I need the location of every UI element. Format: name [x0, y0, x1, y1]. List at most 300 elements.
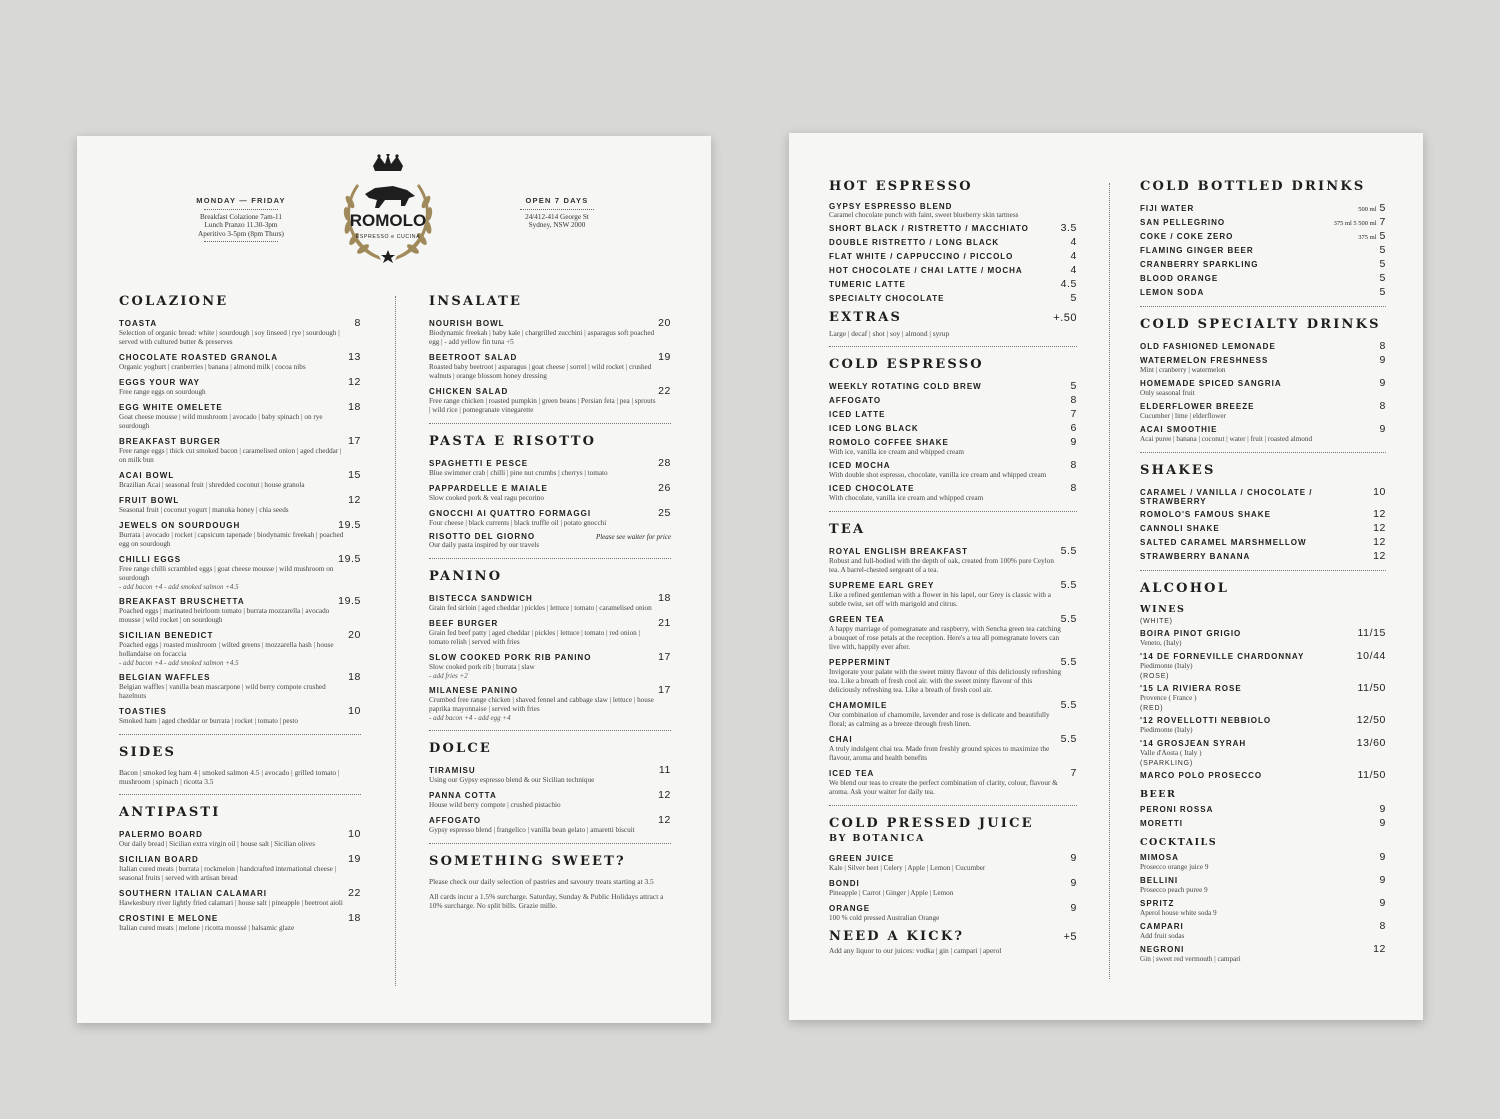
menu-item: [829, 236, 1077, 248]
menu-item-addon: - add bacon +4 - add smoked salmon +4.5: [119, 583, 239, 591]
menu-item-price: [1373, 550, 1386, 562]
menu-item-price-value: 9: [1379, 354, 1386, 366]
menu-item-name: BOIRA PINOT GRIGIO: [1140, 629, 1242, 638]
extras-text: Large | decaf | shot | soy | almond | syrup: [829, 329, 950, 338]
menu-item-row: [429, 457, 671, 469]
menu-item: [1140, 737, 1386, 758]
menu-item-name: COKE / COKE ZERO: [1140, 232, 1234, 241]
menu-item-price: [348, 469, 361, 481]
menu-item-price-value: 9: [1379, 817, 1386, 829]
menu-item-name: SLOW COOKED PORK RIB PANINO: [429, 653, 592, 662]
menu-item-row: [1140, 943, 1386, 955]
menu-item-price-value: 9: [1070, 852, 1077, 864]
menu-item-price: [658, 385, 671, 397]
section-divider: [1140, 570, 1386, 571]
menu-item-row: [119, 376, 361, 388]
menu-item-row: [829, 656, 1077, 668]
section-title-juice: COLD PRESSED JUICE: [829, 816, 1034, 831]
menu-item-name: CHOCOLATE ROASTED GRANOLA: [119, 353, 279, 362]
menu-item-price: [1071, 482, 1077, 494]
logo-wordmark: ROMOLO: [349, 211, 427, 230]
menu-item-row: [119, 519, 361, 531]
menu-item-price-value: 12: [658, 789, 671, 801]
open-block: [497, 197, 617, 230]
menu-item-row: [1140, 286, 1386, 298]
menu-item-price: [1071, 422, 1077, 434]
menu-item-price: [658, 814, 671, 826]
cocktails-title: COCKTAILS: [1140, 837, 1218, 848]
section-title-dolce: DOLCE: [429, 741, 492, 756]
menu-item-price: [1061, 579, 1077, 591]
menu-item: [429, 351, 671, 381]
menu-item: [429, 507, 671, 528]
menu-item-name: TIRAMISU: [429, 766, 476, 775]
menu-item-price-value: 12/50: [1356, 714, 1386, 726]
menu-item-name: GREEN TEA: [829, 615, 885, 624]
menu-item-price-value: 4: [1070, 236, 1077, 248]
menu-item: [1140, 851, 1386, 872]
menu-item: [829, 656, 1077, 695]
menu-item-name: EGG WHITE OMELETE: [119, 403, 223, 412]
section-title-antipasti: ANTIPASTI: [119, 805, 221, 820]
hours-line: Lunch Pranzo 11.30-3pm: [204, 221, 278, 230]
menu-item-description: With double shot espresso, chocolate, vanilla ice cream and whipped cream: [829, 471, 1047, 479]
hot-espresso-list: [829, 202, 1077, 304]
menu-item-price-value: 9: [1379, 897, 1386, 909]
beer-list: [1140, 803, 1386, 829]
menu-item-price-value: 3.5: [1060, 222, 1077, 234]
menu-item-price-value: 5: [1379, 202, 1386, 214]
menu-item-name: SICILIAN BOARD: [119, 855, 199, 864]
menu-item: [1140, 627, 1386, 648]
menu-item-price-value: 11/50: [1357, 769, 1386, 781]
menu-item-name: MILANESE PANINO: [429, 686, 519, 695]
menu-item-row: [829, 292, 1077, 304]
menu-item-description: Like a refined gentleman with a flower in his lapel, our Grey is classic with a subtle twist, set off with marigold and citrus.: [829, 591, 1051, 608]
menu-item-row: [119, 629, 361, 641]
menu-item-price-value: 9: [1379, 851, 1386, 863]
menu-item-row: [829, 877, 1077, 889]
section-title-alcohol: ALCOHOL: [1140, 581, 1230, 596]
menu-item-price: [1071, 236, 1077, 248]
menu-item: [829, 408, 1077, 420]
menu-item: [1140, 550, 1386, 562]
menu-item: [829, 222, 1077, 234]
menu-item-price-value: 11/50: [1357, 682, 1386, 694]
menu-item-price: [658, 317, 671, 329]
menu-item-price-value: 8: [1070, 394, 1077, 406]
menu-item-row: [829, 422, 1077, 434]
cocktail-list: [1140, 851, 1386, 964]
menu-item-price-value: 8: [1379, 340, 1386, 352]
menu-item: [429, 684, 671, 722]
menu-item: [1140, 650, 1386, 671]
menu-item-description: Grain fed beef patty | aged cheddar | pickles | lettuce | tomato | red onion | tomato relish | served with fries: [429, 629, 641, 646]
menu-item-name: FLAT WHITE / CAPPUCCINO / PICCOLO: [829, 252, 1014, 261]
menu-item-name: PANNA COTTA: [429, 791, 497, 800]
menu-item-name: BEETROOT SALAD: [429, 353, 518, 362]
menu-item-price-value: 19.5: [338, 553, 361, 565]
menu-item-price: [1380, 920, 1386, 932]
menu-item-price-value: 4: [1070, 250, 1077, 262]
menu-item-row: [429, 351, 671, 363]
menu-item: [829, 264, 1077, 276]
menu-item-row: [119, 595, 361, 607]
menu-item-price: [658, 684, 671, 696]
menu-item-name: ICED LATTE: [829, 410, 886, 419]
menu-item-name: CHAI: [829, 735, 853, 744]
pasta-list: [429, 457, 671, 550]
menu-item: [1140, 874, 1386, 895]
section-divider: [829, 511, 1077, 512]
menu-item-addon: - add bacon +4 - add smoked salmon +4.5: [119, 659, 239, 667]
menu-item-row: [119, 317, 361, 329]
juice-list: [829, 852, 1077, 923]
menu-item-name: CANNOLI SHAKE: [1140, 524, 1220, 533]
menu-item-name: MARCO POLO PROSECCO: [1140, 771, 1263, 780]
menu-item-price-value: 25: [658, 507, 671, 519]
menu-item: [1140, 377, 1386, 398]
menu-item-name: DOUBLE RISTRETTO / LONG BLACK: [829, 238, 1000, 247]
menu-item-name: ORANGE: [829, 904, 871, 913]
menu-item: [119, 553, 361, 591]
wines-title: WINES: [1140, 604, 1186, 615]
menu-item-name: FRUIT BOWL: [119, 496, 180, 505]
open-title: OPEN 7 DAYS: [525, 196, 589, 205]
menu-item-row: [829, 852, 1077, 864]
menu-item-price-value: 26: [658, 482, 671, 494]
menu-item-price: [1380, 258, 1386, 270]
menu-item-price-value: 19.5: [338, 595, 361, 607]
menu-item-price: [658, 789, 671, 801]
menu-item: [829, 902, 1077, 923]
menu-item-row: [1140, 550, 1386, 562]
romolo-logo: [335, 154, 441, 272]
menu-item-name: OLD FASHIONED LEMONADE: [1140, 342, 1276, 351]
menu-item-row: [1140, 216, 1386, 228]
menu-item: [119, 494, 361, 515]
menu-item-price: [1358, 627, 1387, 639]
menu-item-price: [1373, 536, 1386, 548]
menu-item-description: Selection of organic bread: white | sourdough | soy linseed | rye | sourdough | served with cultured butter & preserves: [119, 329, 340, 346]
section-title-insalate: INSALATE: [429, 294, 523, 309]
menu-item-row: [829, 222, 1077, 234]
menu-item-name: ACAI BOWL: [119, 471, 175, 480]
menu-item-row: [429, 789, 671, 801]
red-wine-list: [1140, 714, 1386, 758]
menu-item-price-value: 5.5: [1060, 545, 1077, 557]
menu-item-name: ROMOLO'S FAMOUS SHAKE: [1140, 510, 1271, 519]
menu-item-price-value: 5.5: [1060, 733, 1077, 745]
menu-item-price-value: 11/15: [1357, 627, 1386, 639]
menu-item-name: WEEKLY ROTATING COLD BREW: [829, 382, 982, 391]
menu-item-price: [1071, 408, 1077, 420]
menu-item-row: [1140, 803, 1386, 815]
menu-item-description: Free range chicken | roasted pumpkin | green beans | Persian feta | pea | sprouts | wild rice | pomegranate vinegarette: [429, 397, 656, 414]
menu-item-volume: 375 ml 5 500 ml: [1333, 220, 1377, 227]
menu-item-name: RISOTTO DEL GIORNO: [429, 532, 536, 541]
menu-item: [1140, 258, 1386, 270]
menu-item-name: SPECIALTY CHOCOLATE: [829, 294, 945, 303]
menu-item-price-value: 12: [1373, 522, 1386, 534]
menu-item-price: [1373, 522, 1386, 534]
section-divider: [429, 843, 671, 844]
menu-item-price: [1380, 377, 1386, 389]
menu-item-name: BLOOD ORANGE: [1140, 274, 1219, 283]
menu-item-description: Roasted baby beetroot | asparagus | goat cheese | sorrel | wild rocket | crushed walnuts | orange blossom honey dressing: [429, 363, 652, 380]
hours-block: [181, 197, 301, 245]
menu-item-price-value: 20: [348, 629, 361, 641]
menu-item-row: [1140, 536, 1386, 548]
menu-item-row: [119, 912, 361, 924]
menu-item-price: [1380, 874, 1386, 886]
menu-item-price-value: 4: [1070, 264, 1077, 276]
menu-item-price-value: 5: [1379, 258, 1386, 270]
menu-item: [429, 532, 671, 550]
menu-item-name: BREAKFAST BURGER: [119, 437, 221, 446]
menu-item-row: [829, 236, 1077, 248]
menu-item-name: EGGS YOUR WAY: [119, 378, 201, 387]
menu-item-price-value: 10/44: [1356, 650, 1386, 662]
menu-item-description: Piedimonte (Italy): [1140, 662, 1193, 670]
kick-price: +5: [1063, 931, 1077, 943]
menu-item-row: [1140, 423, 1386, 435]
menu-item-name: MIMOSA: [1140, 853, 1179, 862]
menu-item-description: Aperol house white soda 9: [1140, 909, 1217, 917]
menu-item-name: ROYAL ENGLISH BREAKFAST: [829, 547, 969, 556]
menu-item-description: A truly indulgent chai tea. Made from freshly ground spices to maximize the flavour, aroma and health benefits: [829, 745, 1050, 762]
menu-item-price-value: 5: [1070, 380, 1077, 392]
menu-item-name: TOASTIES: [119, 707, 167, 716]
menu-item-price-value: 7: [1070, 767, 1077, 779]
menu-item-price: [1061, 278, 1077, 290]
section-title-colazione: COLAZIONE: [119, 294, 229, 309]
menu-item-name: TUMERIC LATTE: [829, 280, 906, 289]
menu-item-price: [1071, 250, 1077, 262]
menu-item-price-value: 10: [348, 705, 361, 717]
menu-item-description: Cucumber | lime | elderflower: [1140, 412, 1226, 420]
menu-item-row: [429, 507, 671, 519]
menu-item-description: Hawkesbury river lightly fried calamari | house salt | pineapple | beetroot aioli: [119, 899, 343, 907]
menu-item: [829, 579, 1077, 609]
menu-item-price-value: 5.5: [1060, 656, 1077, 668]
menu-item-description: Free range eggs on sourdough: [119, 388, 206, 396]
menu-item: [1140, 216, 1386, 228]
menu-item-description: Acai puree | banana | coconut | water | fruit | roasted almond: [1140, 435, 1313, 443]
white-tag: (WHITE): [1140, 618, 1173, 625]
menu-item-name: BELGIAN WAFFLES: [119, 673, 211, 682]
menu-item-name: ELDERFLOWER BREEZE: [1140, 402, 1255, 411]
menu-item-name: ROMOLO COFFEE SHAKE: [829, 438, 949, 447]
menu-item-row: [429, 482, 671, 494]
section-title-pasta: PASTA E RISOTTO: [429, 434, 597, 449]
menu-item-name: SPAGHETTI E PESCE: [429, 459, 529, 468]
section-divider: [429, 558, 671, 559]
menu-item-price: [1071, 394, 1077, 406]
menu-item-price: [1380, 897, 1386, 909]
menu-item-price: [658, 651, 671, 663]
menu-item-price: [658, 592, 671, 604]
menu-item: [1140, 244, 1386, 256]
menu-item: [829, 436, 1077, 457]
menu-item-row: [119, 553, 361, 565]
menu-item-name: BREAKFAST BRUSCHETTA: [119, 597, 245, 606]
menu-item-price: [1380, 286, 1386, 298]
menu-item-description: Italian cured meats | burrata | rockmelon | handcrafted international cheese | seasonal fruits | served with artisan bread: [119, 865, 337, 882]
menu-item-price-value: 13/60: [1356, 737, 1386, 749]
menu-item-row: [1140, 817, 1386, 829]
section-divider: [1140, 452, 1386, 453]
menu-item-volume: 375 ml: [1358, 234, 1377, 241]
menu-item-price-value: 5: [1379, 272, 1386, 284]
beer-title: BEER: [1140, 789, 1177, 800]
menu-item: [829, 767, 1077, 797]
section-title-shakes: SHAKES: [1140, 463, 1216, 478]
menu-item-price: [1071, 436, 1077, 448]
menu-item-price-value: 8: [1070, 482, 1077, 494]
menu-item-row: [429, 617, 671, 629]
menu-item-description: Italian cured meats | melone | ricotta moussé | balsamic glaze: [119, 924, 295, 932]
menu-item-description: Biodynamic freekah | baby kale | chargrilled zucchini | asparagus soft poached egg | - add yellow fin tuna +5: [429, 329, 655, 346]
sparkling-tag: (SPARKLING): [1140, 760, 1194, 767]
menu-item-price: [1061, 656, 1077, 668]
section-title-cold-specialty: COLD SPECIALTY DRINKS: [1140, 317, 1381, 332]
menu-item-row: [829, 545, 1077, 557]
menu-item-row: [1140, 682, 1386, 694]
menu-item-description: Slow cooked pork & veal ragu pecorino: [429, 494, 544, 502]
menu-item-name: '14 GROSJEAN SYRAH: [1140, 739, 1247, 748]
menu-item-price-value: 10: [348, 828, 361, 840]
menu-item-price-value: 18: [348, 912, 361, 924]
menu-item-price: [348, 376, 361, 388]
menu-item-description: Invigorate your palate with the sweet minty flavour of this deliciously refreshing tea. Like a breath of fresh cool air. with the sweet minty flavour of this deliciously refreshing tea. Like a breath of fresh cool air.: [829, 668, 1062, 694]
menu-item: [119, 705, 361, 726]
menu-item: [829, 613, 1077, 652]
menu-item-price-value: 12: [1373, 943, 1386, 955]
menu-item: [829, 422, 1077, 434]
menu-item-row: [829, 733, 1077, 745]
menu-item-price: [1373, 943, 1386, 955]
menu-item: [1140, 682, 1386, 703]
menu-item-name: ICED CHOCOLATE: [829, 484, 915, 493]
section-divider: [829, 346, 1077, 347]
menu-item-description: Prosecco peach puree 9: [1140, 886, 1208, 894]
kick-text: Add any liquor to our juices: vodka | gin | campari | aperol: [829, 946, 1002, 955]
menu-item: [829, 459, 1077, 480]
menu-item-price-value: 22: [658, 385, 671, 397]
menu-item-row: [119, 469, 361, 481]
menu-item: [829, 852, 1077, 873]
menu-item-description: Burrata | avocado | rocket | capsicum tapenade | biodynamic freekah | poached egg on sourdough: [119, 531, 344, 548]
menu-item-price-value: 9: [1070, 877, 1077, 889]
menu-item-price: [1071, 852, 1077, 864]
cold-espresso-list: [829, 380, 1077, 503]
menu-item-price: [1334, 216, 1386, 228]
menu-item-price-value: 7: [1070, 408, 1077, 420]
menu-item-price: [1071, 902, 1077, 914]
menu-item-price: [1071, 380, 1077, 392]
menu-item-row: [1140, 851, 1386, 863]
menu-item-price: [338, 553, 361, 565]
section-title-need-a-kick: NEED A KICK?: [829, 929, 965, 944]
food-column-left: [119, 294, 361, 937]
juice-subtitle: BY BOTANICA: [829, 833, 926, 844]
menu-item: [119, 519, 361, 549]
menu-item-row: [829, 767, 1077, 779]
menu-item-price: [348, 629, 361, 641]
rose-wine-list: [1140, 682, 1386, 703]
menu-item-price: [1380, 272, 1386, 284]
section-title-cold-bottled: COLD BOTTLED DRINKS: [1140, 179, 1366, 194]
menu-item-name: PERONI ROSSA: [1140, 805, 1214, 814]
menu-item-price: [1373, 508, 1386, 520]
menu-sheet-drinks: [789, 133, 1423, 1020]
menu-item-description: Our combination of chamomile, lavender and rose is delicate and beautifully floral; as calming as a breeze through fresh linen.: [829, 711, 1050, 728]
drinks-column-right: [1140, 179, 1386, 966]
menu-item-row: [1140, 874, 1386, 886]
menu-item: [1140, 354, 1386, 375]
menu-item-row: [1140, 340, 1386, 352]
menu-item-price-value: 19: [658, 351, 671, 363]
menu-item-description: Slow cooked pork rib | burrata | slaw: [429, 663, 535, 671]
column-divider: [395, 296, 396, 986]
sides-text: Bacon | smoked leg ham 4 | smoked salmon 4.5 | avocado | grilled tomato | mushroom | spinach | ricotta 3.5: [119, 768, 340, 786]
menu-item-row: [829, 202, 1077, 211]
menu-item-name: '15 LA RIVIERA ROSE: [1140, 684, 1242, 693]
menu-item: [829, 877, 1077, 898]
menu-item: [1140, 230, 1386, 242]
red-tag: (RED): [1140, 705, 1164, 712]
menu-item-description: Piedimonte (Italy): [1140, 726, 1193, 734]
menu-item-row: [1140, 522, 1386, 534]
menu-item-name: GNOCCHI AI QUATTRO FORMAGGI: [429, 509, 592, 518]
menu-item-price: [348, 887, 361, 899]
menu-item-price: [658, 457, 671, 469]
menu-item-price: [1380, 803, 1386, 815]
menu-item-description: Smoked ham | aged cheddar or burrata | rocket | tomato | pesto: [119, 717, 298, 725]
menu-item-price-value: 12: [1373, 550, 1386, 562]
menu-item-price-value: 28: [658, 457, 671, 469]
menu-item-price: [1071, 877, 1077, 889]
menu-item-row: [1140, 230, 1386, 242]
menu-item-description: Crumbed free range chicken | shaved fennel and cabbage slaw | lettuce | house paprika mayonnaise | served with fries: [429, 696, 654, 713]
menu-item-name: NOURISH BOWL: [429, 319, 505, 328]
section-divider: [1140, 306, 1386, 307]
menu-item: [1140, 286, 1386, 298]
menu-item-name: LEMON SODA: [1140, 288, 1205, 297]
section-title-sides: SIDES: [119, 745, 177, 760]
menu-item-price: [1380, 354, 1386, 366]
menu-item: [1140, 943, 1386, 964]
menu-item-price: [1061, 222, 1077, 234]
menu-item: [1140, 897, 1386, 918]
menu-item-name: BONDI: [829, 879, 860, 888]
menu-item: [829, 380, 1077, 392]
menu-item-name: STRAWBERRY BANANA: [1140, 552, 1251, 561]
menu-item-price: [1358, 202, 1386, 214]
menu-item-row: [119, 828, 361, 840]
menu-item: [429, 651, 671, 680]
section-title-hot-espresso: HOT ESPRESSO: [829, 179, 973, 194]
cold-bottled-list: [1140, 202, 1386, 298]
section-divider: [119, 734, 361, 735]
menu-item-row: [1140, 627, 1386, 639]
menu-item-name: JEWELS ON SOURDOUGH: [119, 521, 241, 530]
menu-item-description: Veneto, (Italy): [1140, 639, 1182, 647]
menu-item-price-value: 19: [348, 853, 361, 865]
menu-item-price-value: 19.5: [338, 519, 361, 531]
menu-item-price-value: 9: [1379, 377, 1386, 389]
